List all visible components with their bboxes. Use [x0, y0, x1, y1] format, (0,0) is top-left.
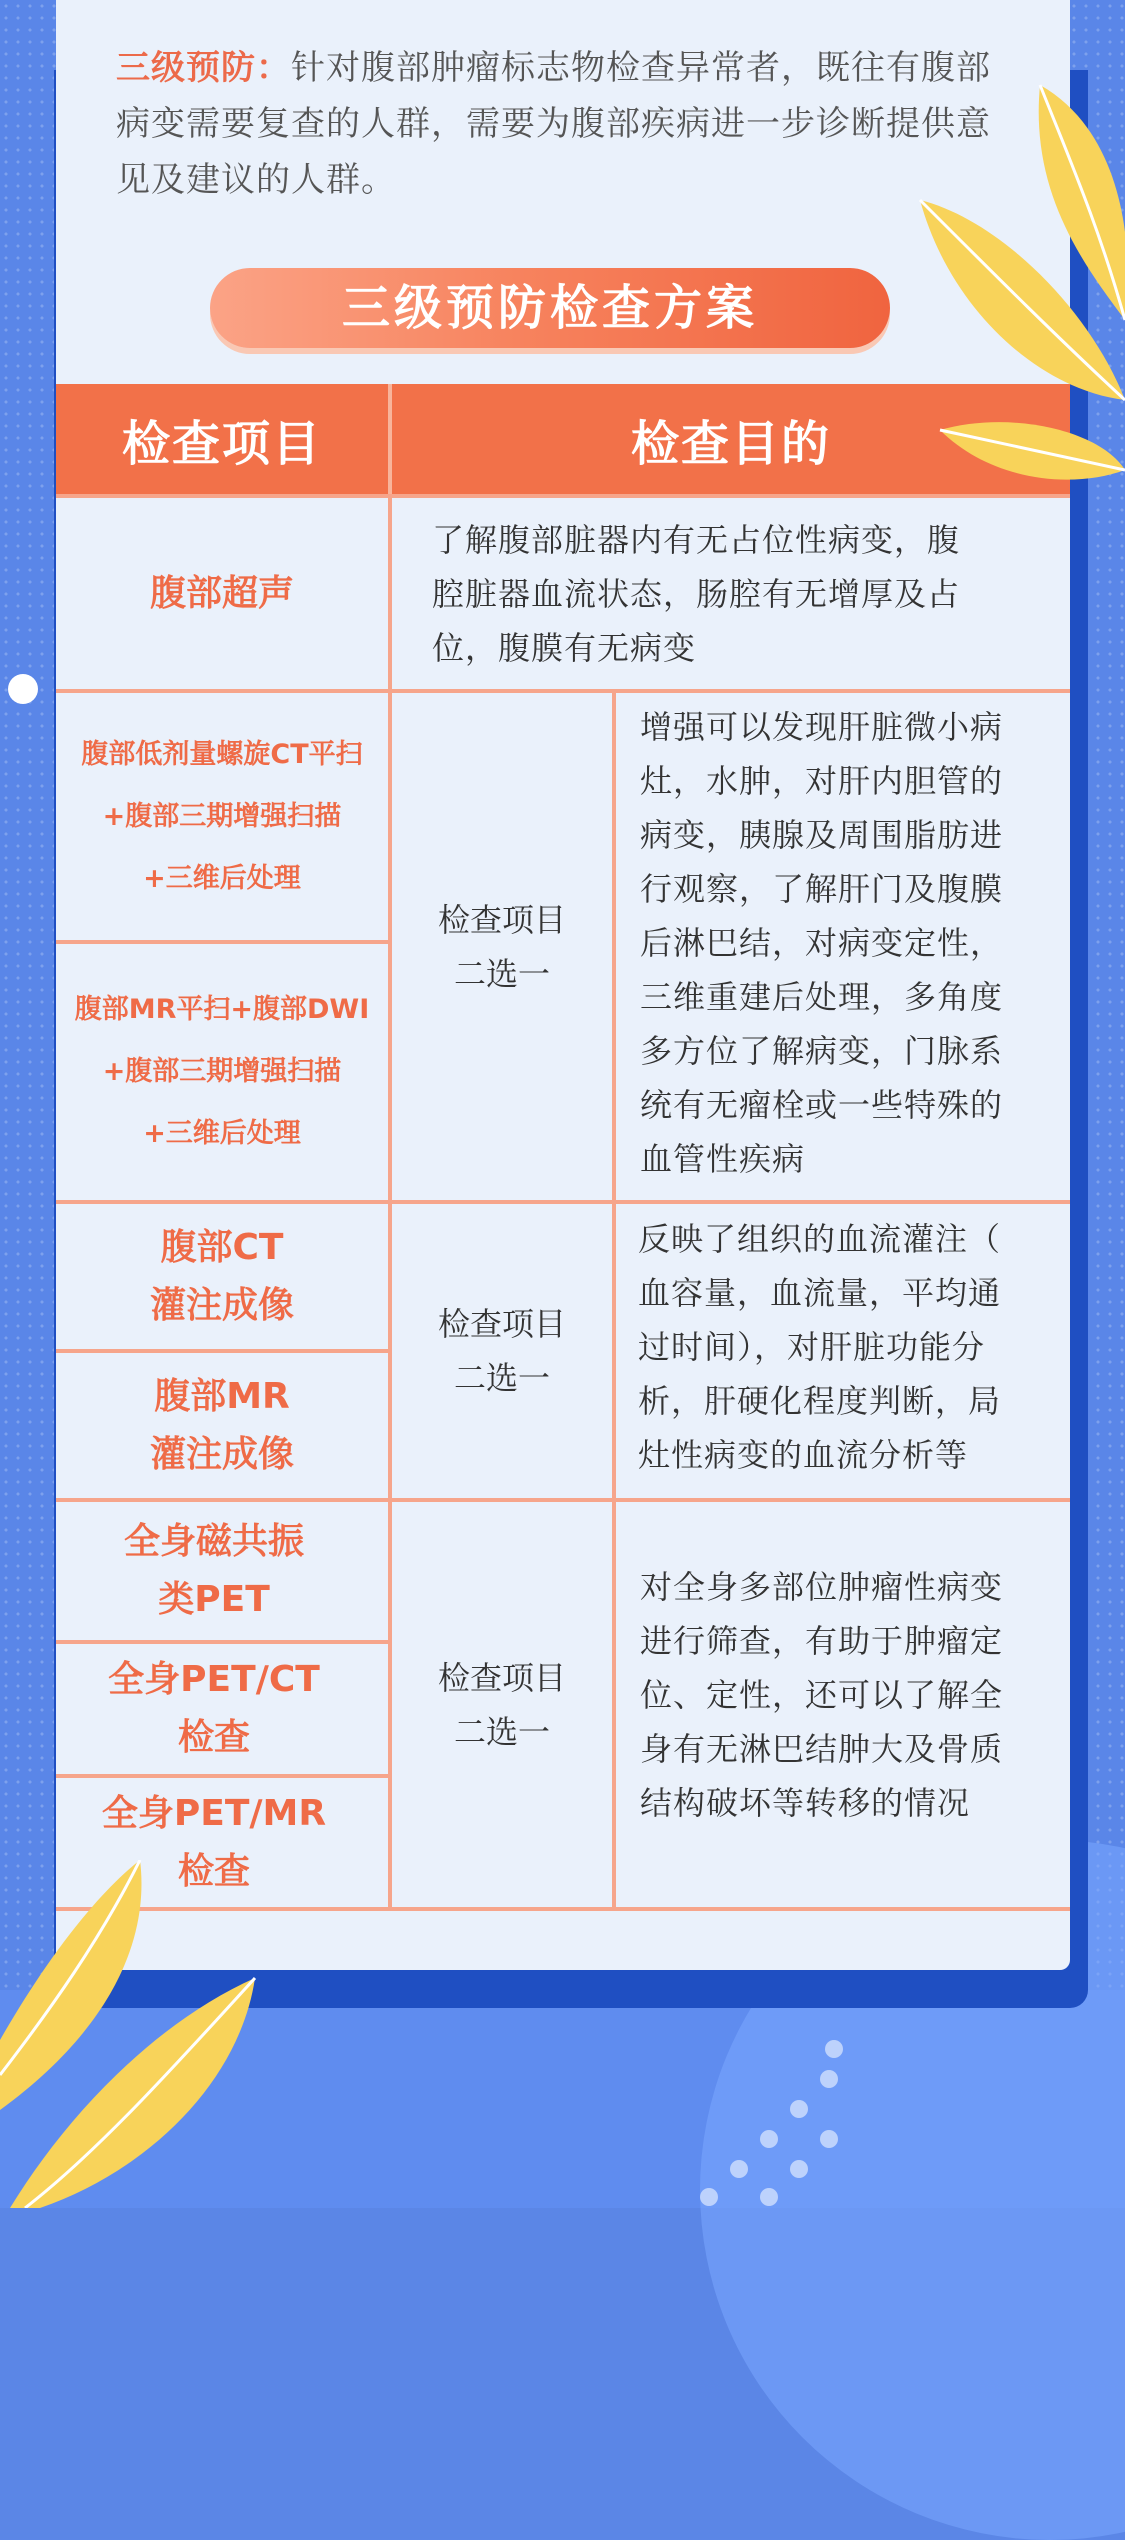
header-divider	[388, 384, 392, 494]
table-group-1-desc: 增强可以发现肝脏微小病 灶，水肿，对肝内胆管的 病变，胰腺及周围脂肪进 行观察，了解肝门及腹膜 后淋巴结，对病变定性， 三维重建后处理，多角度 多方位了解病变，门脉系 统有无瘤栓或一些特殊的 血管性疾病	[640, 708, 1004, 1178]
table-group-2-item-1: 腹部CT 灌注成像	[149, 1226, 294, 1326]
intro-lead: 三级预防：	[116, 48, 291, 88]
side-dot	[8, 674, 38, 704]
table-group-2-item-2: 腹部MR 灌注成像	[149, 1375, 294, 1475]
table-group-1-item-2: 腹部MR平扫+腹部DWI +腹部三期增强扫描 +三维后处理	[74, 994, 370, 1149]
table-group-3-desc: 对全身多部位肿瘤性病变 进行筛查，有助于肿瘤定 位、定性，还可以了解全 身有无淋巴结肿大及骨质 结构破坏等转移的情况	[640, 1568, 1004, 1822]
table-group-2-choose: 检查项目 二选一	[437, 1305, 566, 1397]
table-group-2-desc: 反映了组织的血流灌注（ 血容量，血流量，平均通 过时间），对肝脏功能分 析，肝硬化程度判断，局 灶性病变的血流分析等	[638, 1220, 1002, 1474]
intro-line-1: 针对腹部肿瘤标志物检查异常者，既往有腹部	[291, 48, 991, 88]
table-group-3-item-1: 全身磁共振 类PET	[123, 1521, 304, 1620]
table-group-3-choose: 检查项目 二选一	[437, 1658, 566, 1751]
table-group-1-item-1: 腹部低剂量螺旋CT平扫 +腹部三期增强扫描 +三维后处理	[81, 738, 363, 894]
table-row-1-desc: 了解腹部脏器内有无占位性病变，腹 腔脏器血流状态，肠腔有无增厚及占 位，腹膜有无病变	[432, 521, 961, 667]
intro-line-2: 病变需要复查的人群，需要为腹部疾病进一步诊断提供意	[116, 104, 991, 144]
leaf-decoration-bottom-left	[0, 1860, 270, 2208]
intro-line-3: 见及建议的人群。	[116, 160, 396, 200]
leaf-decoration-top-right	[890, 70, 1125, 540]
intro-paragraph	[116, 40, 1016, 208]
table-group-3-item-2: 全身PET/CT 检查	[108, 1659, 320, 1758]
header-purpose: 检查目的	[392, 384, 1070, 494]
section-title: 三级预防检查方案	[210, 268, 890, 348]
table-group-1-choose: 检查项目 二选一	[437, 900, 566, 993]
header-item: 检查项目	[56, 384, 388, 494]
table-group-3-item-3: 全身PET/MR 检查	[101, 1792, 327, 1892]
table-row-1-item: 腹部超声	[149, 572, 294, 614]
